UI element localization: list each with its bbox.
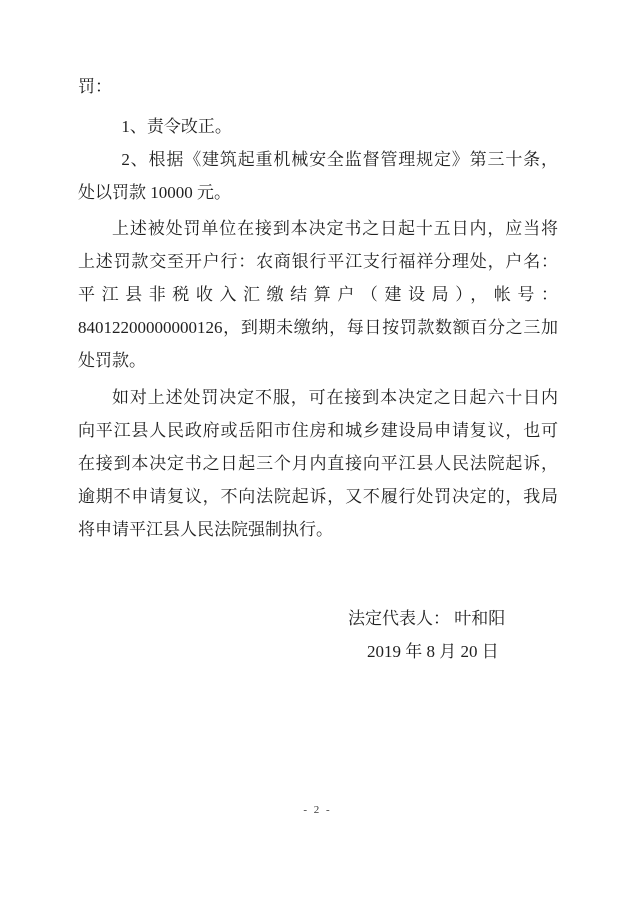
payment-paragraph-line-2: 上述罚款交至开户行：农商银行平江支行福祥分理处，户名：: [78, 252, 558, 271]
paragraph-continuation-fragment: 罚：: [78, 77, 112, 96]
appeal-paragraph-line-4: 逾期不申请复议，不向法院起诉，又不履行处罚决定的，我局: [78, 487, 558, 506]
penalty-item-1: 1、责令改正。: [121, 117, 232, 136]
appeal-paragraph-line-5: 将申请平江县人民法院强制执行。: [78, 520, 333, 539]
payment-paragraph-line-4-account-number: 84012200000000126，到期未缴纳，每日按罚款数额百分之三加: [78, 318, 558, 337]
decision-date: 2019 年 8 月 20 日: [367, 642, 499, 661]
appeal-paragraph-line-3: 在接到本决定书之日起三个月内直接向平江县人民法院起诉，: [78, 454, 558, 473]
penalty-item-2-line-1: 2、根据《建筑起重机械安全监督管理规定》第三十条，: [121, 150, 558, 169]
page-number: - 2 -: [303, 804, 332, 816]
payment-paragraph-line-1: 上述被处罚单位在接到本决定书之日起十五日内，应当将: [112, 219, 558, 238]
appeal-paragraph-line-1: 如对上述处罚决定不服，可在接到本决定之日起六十日内: [112, 388, 558, 407]
appeal-paragraph-line-2: 向平江县人民政府或岳阳市住房和城乡建设局申请复议，也可: [78, 421, 558, 440]
penalty-item-2-line-2: 处以罚款 10000 元。: [78, 183, 231, 202]
payment-paragraph-line-3-account-name: 平江县非税收入汇缴结算户（建设局），帐号：: [78, 285, 558, 304]
payment-paragraph-line-5: 处罚款。: [78, 351, 146, 370]
page-footer: [0, 802, 635, 818]
document-body: [78, 70, 558, 546]
signature-block: [348, 602, 505, 668]
legal-representative-line: 法定代表人： 叶和阳: [348, 609, 506, 628]
